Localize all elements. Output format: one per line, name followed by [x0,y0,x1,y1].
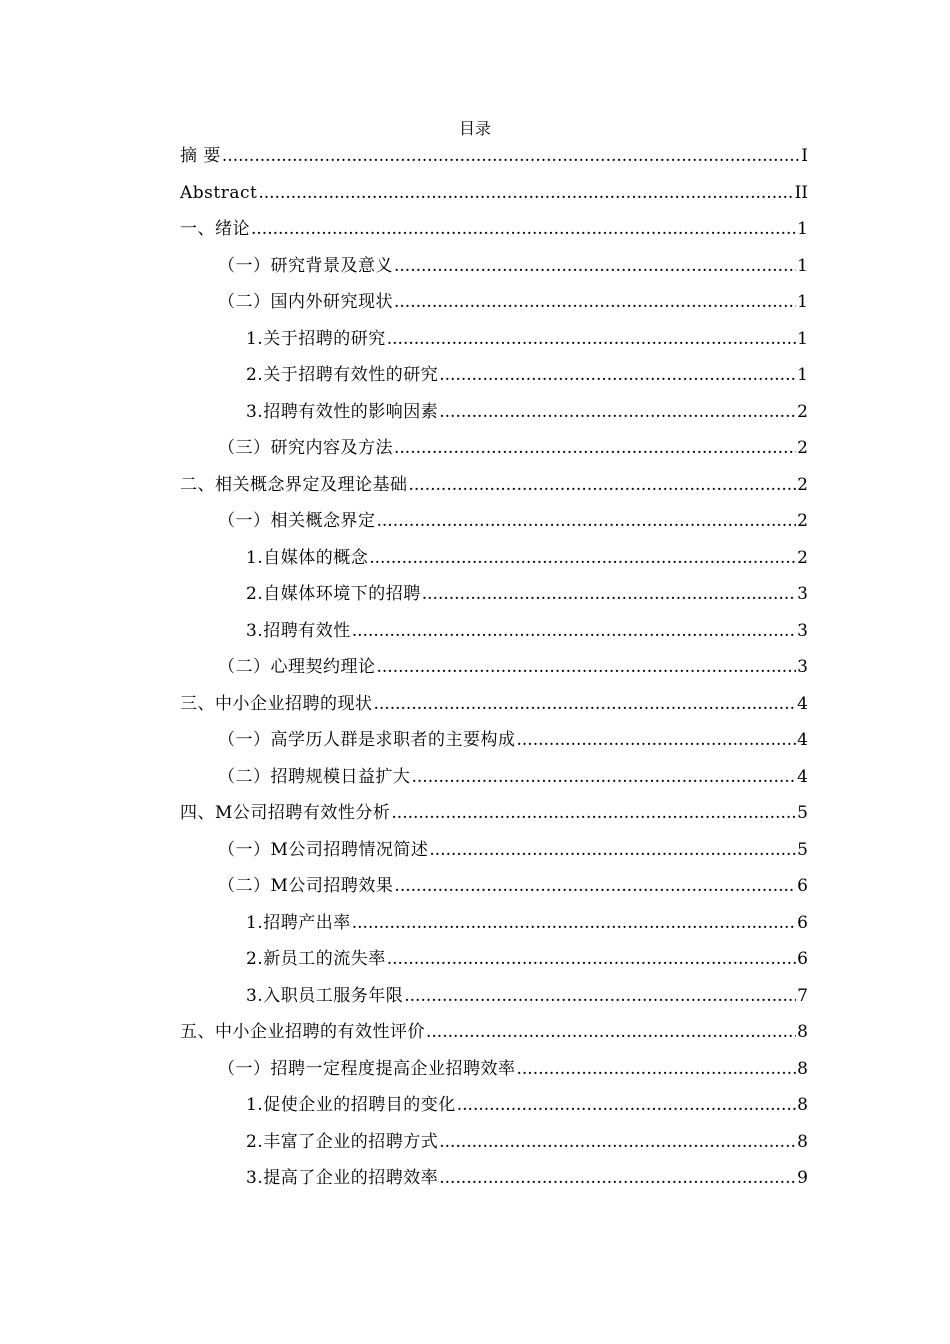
toc-entry-label: （二）M公司招聘效果 [218,876,394,896]
toc-dot-leader [352,613,796,650]
toc-entry-page-number: 8 [797,1131,808,1152]
toc-entry[interactable] [180,248,808,285]
toc-entry-label: 2.新员工的流失率 [246,949,386,969]
toc-entry[interactable] [180,357,808,394]
toc-dot-leader [258,175,793,212]
toc-entry-label: Abstract [180,182,258,203]
toc-entry[interactable] [180,321,808,358]
toc-dot-leader [439,1160,796,1197]
toc-entry[interactable] [180,138,808,175]
toc-entry-page-number: 8 [797,1095,808,1115]
toc-dot-leader [517,722,797,759]
toc-entry-label: （一）M公司招聘情况简述 [218,839,429,860]
toc-entry-page-number: 4 [797,766,808,787]
toc-entry[interactable] [180,941,808,978]
toc-dot-leader [457,1087,796,1124]
toc-entry-page-number: 6 [797,912,808,933]
toc-entry-page-number: 3 [797,620,808,641]
toc-entry[interactable] [180,1014,808,1051]
toc-dot-leader [391,795,796,832]
toc-dot-leader [394,284,796,321]
toc-entry[interactable] [180,430,808,467]
toc-entry[interactable] [180,1087,808,1124]
toc-entry[interactable] [180,686,808,723]
toc-dot-leader [394,868,796,905]
toc-dot-leader [412,759,797,796]
toc-entry-page-number: 1 [797,328,808,349]
toc-entry[interactable] [180,795,808,832]
toc-entry-page-number: I [801,146,808,166]
toc-dot-leader [422,576,796,613]
toc-entry-label: （二）国内外研究现状 [218,292,393,312]
toc-dot-leader [352,905,796,942]
toc-dot-leader [377,649,797,686]
toc-entry-label: 2.丰富了企业的招聘方式 [246,1131,439,1152]
toc-dot-leader [377,503,797,540]
toc-entry[interactable] [180,722,808,759]
toc-entry-page-number: 6 [797,949,808,969]
toc-entry-page-number: 4 [797,693,808,714]
toc-dot-leader [439,357,796,394]
toc-entry-label: （一）相关概念界定 [218,511,376,531]
toc-entry[interactable] [180,284,808,321]
toc-entry-page-number: II [794,182,808,203]
toc-entry-label: （一）招聘一定程度提高企业招聘效率 [218,1058,516,1079]
toc-entry-page-number: 6 [797,876,808,896]
toc-entry-label: 3.招聘有效性的影响因素 [246,401,439,422]
toc-entry-page-number: 2 [797,511,808,531]
toc-title: 目录 [458,119,491,138]
toc-entry-label: 1.促使企业的招聘目的变化 [246,1095,456,1115]
toc-entry-page-number: 3 [797,584,808,604]
toc-entry[interactable] [180,175,808,212]
toc-entry-page-number: 1 [797,365,808,385]
toc-entry-page-number: 9 [797,1168,808,1188]
toc-dot-leader [426,1014,796,1051]
toc-dot-leader [387,941,796,978]
toc-dot-leader [374,686,797,723]
table-of-contents [180,138,808,1197]
toc-entry[interactable] [180,905,808,942]
toc-entry-page-number: 3 [797,657,808,677]
toc-dot-leader [439,394,796,431]
toc-dot-leader [404,978,796,1015]
toc-dot-leader [387,321,796,358]
toc-entry-label: 1.自媒体的概念 [246,547,369,568]
toc-entry[interactable] [180,1124,808,1161]
toc-entry[interactable] [180,394,808,431]
toc-entry-page-number: 7 [797,985,808,1006]
toc-entry-label: 3.提高了企业的招聘效率 [246,1168,439,1188]
toc-entry-page-number: 4 [797,730,808,750]
toc-entry[interactable] [180,467,808,504]
toc-entry-label: （三）研究内容及方法 [218,438,393,458]
toc-entry-label: 摘 要 [180,146,221,166]
toc-dot-leader [517,1051,797,1088]
toc-entry-label: 1.关于招聘的研究 [246,328,386,349]
toc-entry[interactable] [180,211,808,248]
toc-entry[interactable] [180,503,808,540]
toc-entry-page-number: 1 [797,255,808,276]
toc-dot-leader [409,467,797,504]
toc-entry-page-number: 5 [797,839,808,860]
toc-entry-label: 3.招聘有效性 [246,620,351,641]
toc-entry-page-number: 2 [797,547,808,568]
toc-entry[interactable] [180,649,808,686]
toc-entry-label: 二、相关概念界定及理论基础 [180,474,408,495]
toc-dot-leader [369,540,796,577]
toc-entry[interactable] [180,576,808,613]
toc-entry-page-number: 5 [797,803,808,823]
toc-entry-label: 2.关于招聘有效性的研究 [246,365,439,385]
toc-entry[interactable] [180,978,808,1015]
toc-entry[interactable] [180,868,808,905]
toc-entry-label: 2.自媒体环境下的招聘 [246,584,421,604]
toc-dot-leader [222,138,800,175]
toc-entry-page-number: 1 [797,292,808,312]
toc-dot-leader [429,832,796,869]
toc-entry-page-number: 2 [797,474,808,495]
toc-entry-label: 三、中小企业招聘的现状 [180,693,373,714]
toc-entry-label: （二）心理契约理论 [218,657,376,677]
toc-entry-label: 1.招聘产出率 [246,912,351,933]
toc-entry[interactable] [180,759,808,796]
toc-entry-label: （一）研究背景及意义 [218,255,393,276]
toc-entry-label: 五、中小企业招聘的有效性评价 [180,1022,425,1042]
toc-entry-page-number: 2 [797,401,808,422]
toc-dot-leader [394,430,796,467]
toc-entry[interactable] [180,1160,808,1197]
toc-dot-leader [251,211,796,248]
toc-entry[interactable] [180,1051,808,1088]
toc-entry-label: 3.入职员工服务年限 [246,985,404,1006]
toc-entry[interactable] [180,832,808,869]
toc-entry-label: （二）招聘规模日益扩大 [218,766,411,787]
toc-entry-page-number: 8 [797,1022,808,1042]
toc-dot-leader [439,1124,796,1161]
toc-dot-leader [394,248,796,285]
toc-entry-label: （一）高学历人群是求职者的主要构成 [218,730,516,750]
toc-entry-label: 四、M公司招聘有效性分析 [180,803,391,823]
toc-entry[interactable] [180,613,808,650]
toc-entry-page-number: 2 [797,438,808,458]
toc-entry[interactable] [180,540,808,577]
toc-entry-page-number: 8 [797,1058,808,1079]
toc-entry-page-number: 1 [797,219,808,239]
toc-entry-label: 一、绪论 [180,219,250,239]
